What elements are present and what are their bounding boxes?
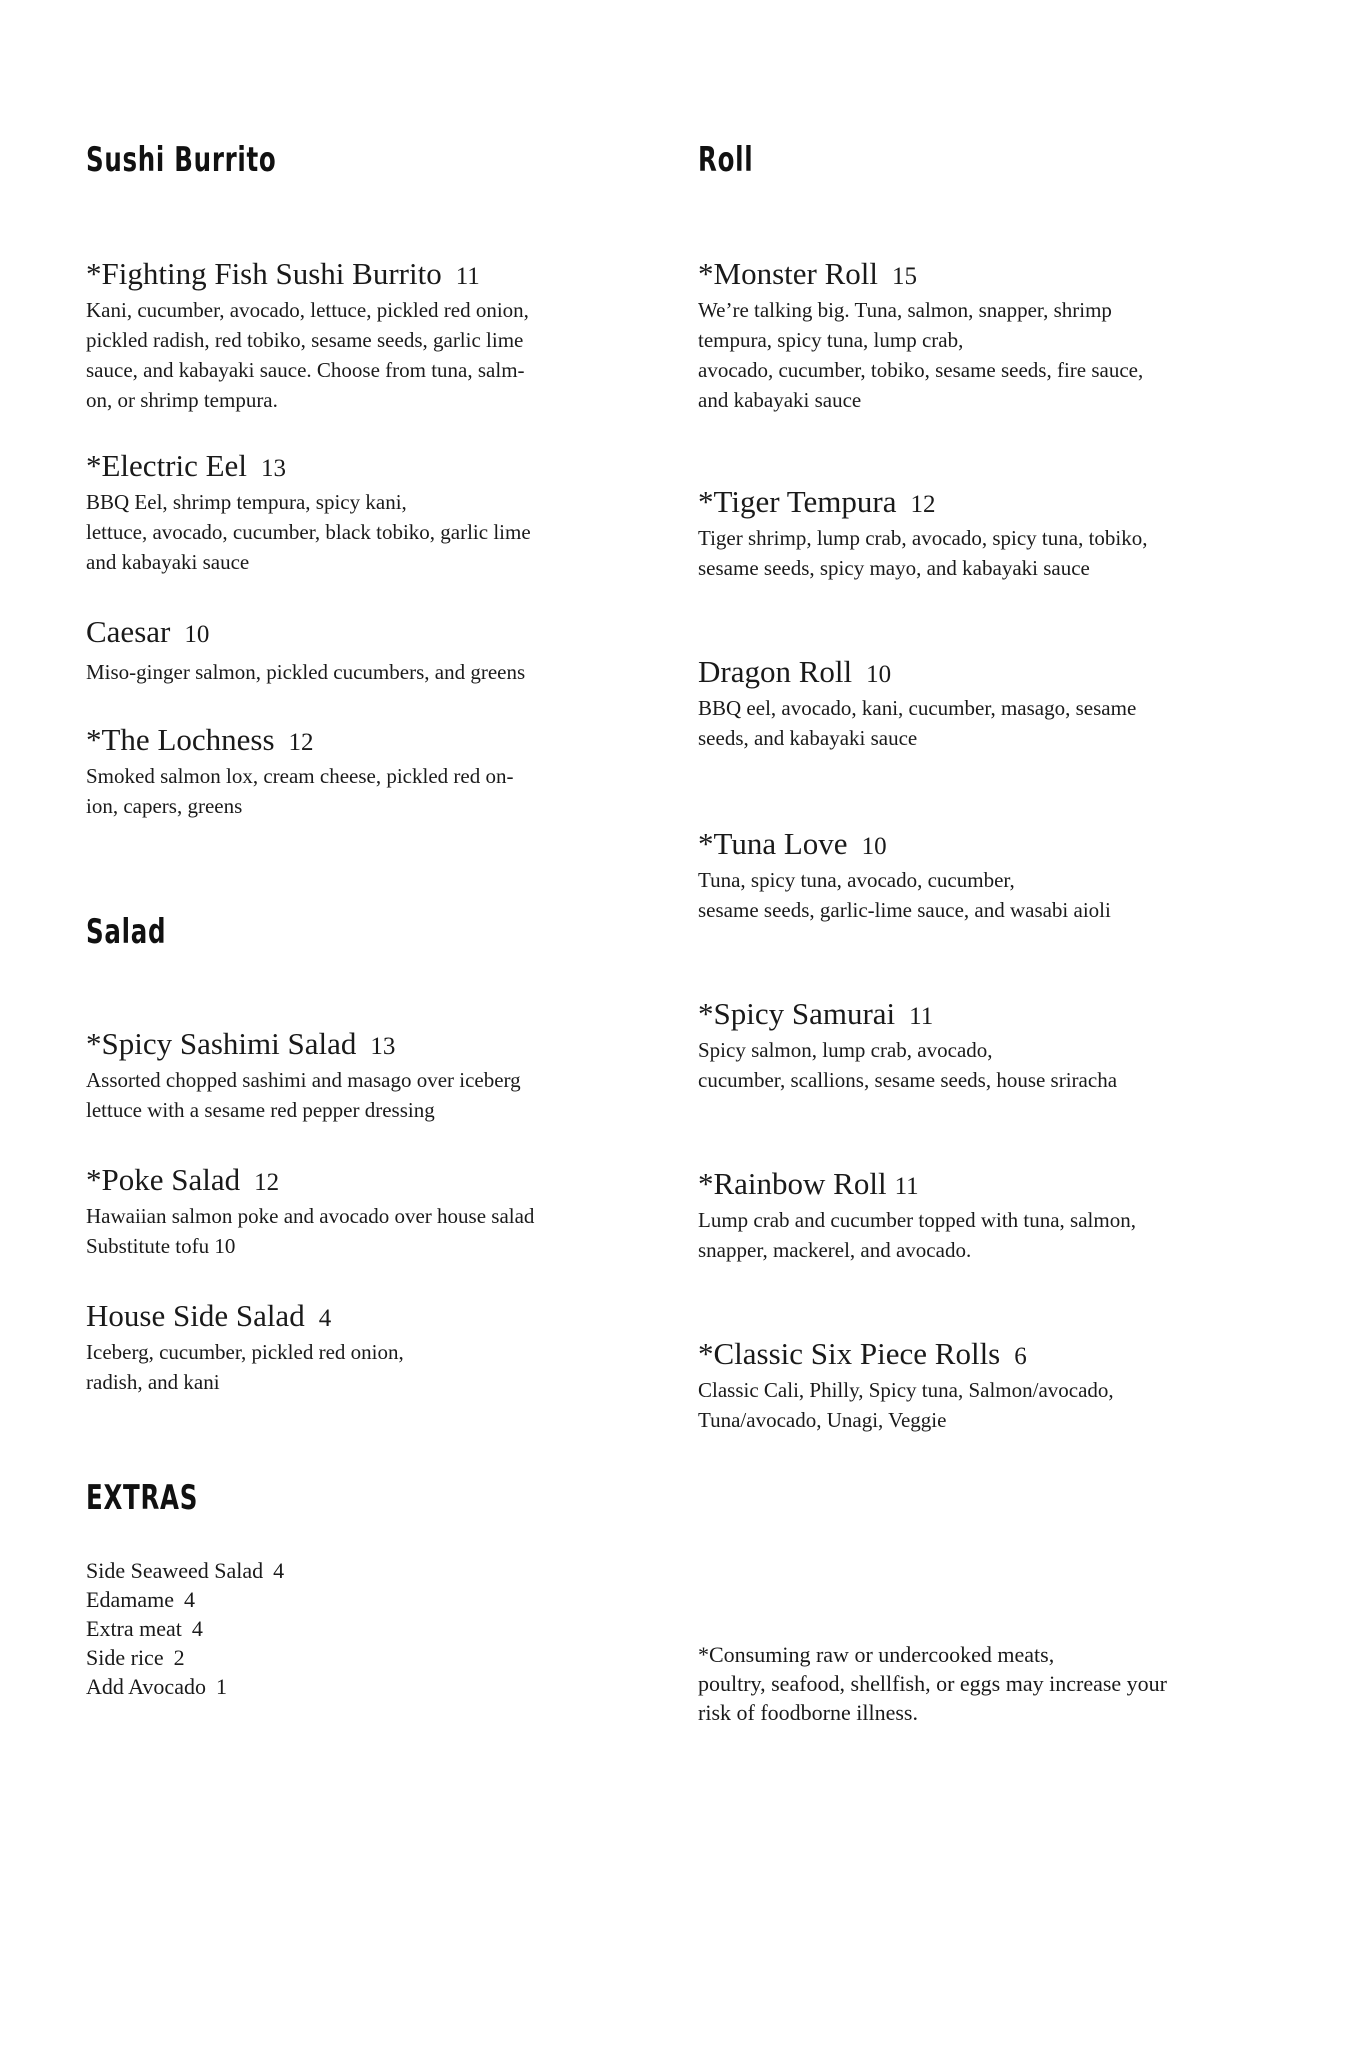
menu-item	[86, 1298, 676, 1397]
item-name: *Tuna Love 10	[698, 826, 887, 861]
item-price: 4	[318, 1305, 332, 1332]
list-item: Edamame 4	[86, 1587, 195, 1612]
item-description: Classic Cali, Philly, Spicy tuna, Salmon/avocado, Tuna/avocado, Unagi, Veggie	[698, 1378, 1114, 1432]
list-item: Side rice 2	[86, 1645, 185, 1670]
item-price: 12	[288, 729, 314, 756]
item-name: House Side Salad 4	[86, 1298, 332, 1333]
menu-item	[698, 1336, 1298, 1435]
item-description: Assorted chopped sashimi and masago over iceberg lettuce with a sesame red pepper dressing	[86, 1068, 521, 1122]
item-price: 10	[184, 621, 210, 648]
item-name: *Classic Six Piece Rolls 6	[698, 1336, 1027, 1371]
item-name: *Poke Salad 12	[86, 1162, 280, 1197]
item-price: 11	[455, 263, 480, 290]
menu-item	[698, 484, 1298, 583]
section-title-salad: Salad	[86, 912, 167, 952]
item-price: 11	[909, 1003, 934, 1030]
item-price: 15	[891, 263, 917, 290]
item-name: Dragon Roll 10	[698, 654, 892, 689]
item-description: Hawaiian salmon poke and avocado over house salad Substitute tofu 10	[86, 1204, 535, 1258]
item-name: Caesar 10	[86, 614, 210, 649]
item-name: *Electric Eel 13	[86, 448, 286, 483]
item-price: 13	[260, 455, 286, 482]
item-name: *Monster Roll 15	[698, 256, 917, 291]
menu-item	[86, 614, 676, 687]
item-description: Tiger shrimp, lump crab, avocado, spicy tuna, tobiko, sesame seeds, spicy mayo, and kabayaki sauce	[698, 526, 1148, 580]
item-description: Iceberg, cucumber, pickled red onion, radish, and kani	[86, 1340, 404, 1394]
item-price: 11	[894, 1173, 919, 1200]
menu-item	[86, 256, 676, 415]
item-name: *Fighting Fish Sushi Burrito 11	[86, 256, 480, 291]
section-title-sushi-burrito: Sushi Burrito	[86, 140, 277, 180]
menu-item	[86, 448, 676, 577]
item-name: *Tiger Tempura 12	[698, 484, 936, 519]
item-description: Smoked salmon lox, cream cheese, pickled red on- ion, capers, greens	[86, 764, 514, 818]
menu-item	[86, 1026, 676, 1125]
item-price: 10	[866, 661, 892, 688]
item-price: 12	[910, 491, 936, 518]
item-price: 10	[861, 833, 887, 860]
item-price: 12	[254, 1169, 280, 1196]
menu-item	[698, 256, 1298, 415]
list-item: Add Avocado 1	[86, 1674, 227, 1699]
item-name: *Spicy Sashimi Salad 13	[86, 1026, 396, 1061]
item-price: 13	[370, 1033, 396, 1060]
item-description: BBQ Eel, shrimp tempura, spicy kani, lettuce, avocado, cucumber, black tobiko, garlic lime and kabayaki sauce	[86, 490, 531, 574]
item-description: Miso-ginger salmon, pickled cucumbers, and greens	[86, 660, 526, 684]
menu-item	[698, 826, 1298, 925]
section-title-extras: EXTRAS	[86, 1478, 199, 1518]
item-description: Lump crab and cucumber topped with tuna, salmon, snapper, mackerel, and avocado.	[698, 1208, 1136, 1262]
list-item: Extra meat 4	[86, 1616, 203, 1641]
item-description: BBQ eel, avocado, kani, cucumber, masago, sesame seeds, and kabayaki sauce	[698, 696, 1137, 750]
item-description: Tuna, spicy tuna, avocado, cucumber, sesame seeds, garlic-lime sauce, and wasabi aioli	[698, 868, 1111, 922]
menu-item	[698, 1166, 1298, 1265]
item-name: *Spicy Samurai 11	[698, 996, 934, 1031]
menu-item	[698, 996, 1298, 1095]
list-item: Side Seaweed Salad 4	[86, 1558, 285, 1583]
item-description: Spicy salmon, lump crab, avocado, cucumber, scallions, sesame seeds, house sriracha	[698, 1038, 1118, 1092]
extras-list	[86, 1556, 676, 1701]
item-name: *The Lochness 12	[86, 722, 314, 757]
menu-item	[698, 654, 1298, 753]
item-name: *Rainbow Roll 11	[698, 1166, 919, 1201]
menu-item	[86, 722, 676, 821]
item-description: Kani, cucumber, avocado, lettuce, pickled red onion, pickled radish, red tobiko, sesame seeds, garlic lime sauce, and kabayaki sauce. Choose from tuna, salm- on, or shrimp tempura.	[86, 298, 529, 412]
section-title-roll: Roll	[698, 140, 754, 180]
menu-item	[86, 1162, 676, 1261]
disclaimer: *Consuming raw or undercooked meats, poultry, seafood, shellfish, or eggs may increase your risk of foodborne illness.	[698, 1642, 1168, 1725]
item-price: 6	[1014, 1343, 1027, 1370]
item-description: We’re talking big. Tuna, salmon, snapper, shrimp tempura, spicy tuna, lump crab, avocado, cucumber, tobiko, sesame seeds, fire sauce, and kabayaki sauce	[698, 298, 1144, 412]
